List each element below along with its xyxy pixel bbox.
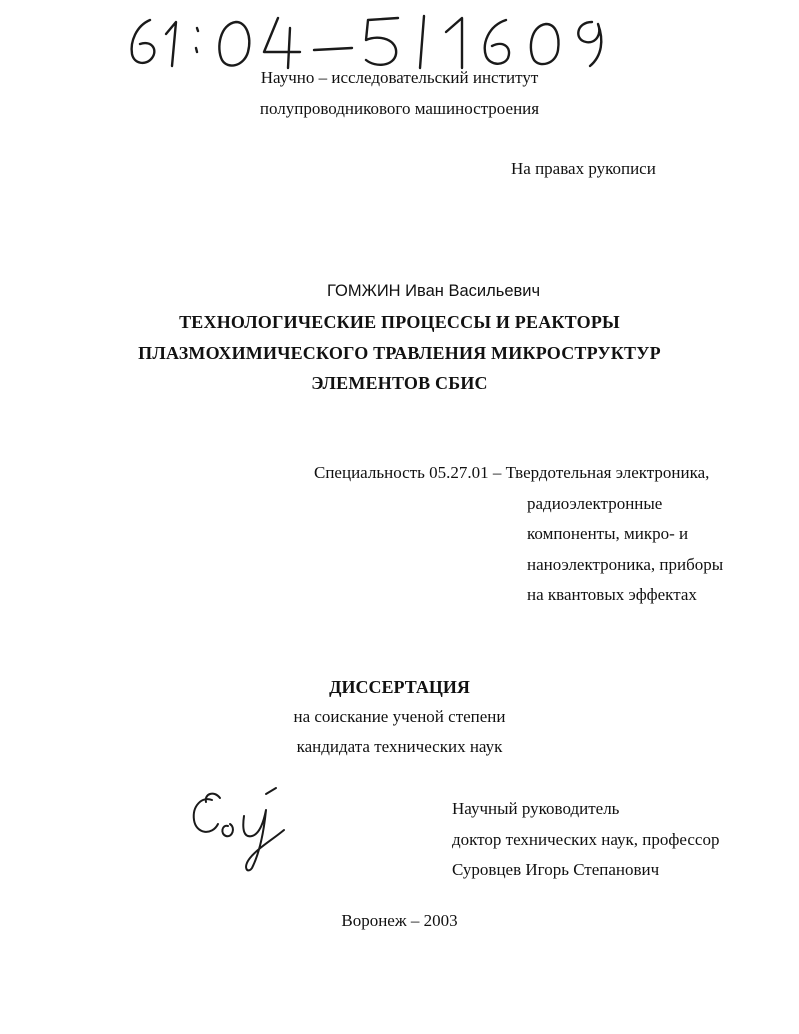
handwritten-signature	[184, 786, 304, 876]
institute-line-1: Научно – исследовательский институт	[260, 68, 539, 87]
supervisor-name: Суровцев Игорь Степанович	[452, 860, 660, 879]
thesis-title-line-1: ТЕХНОЛОГИЧЕСКИЕ ПРОЦЕССЫ И РЕАКТОРЫ	[179, 312, 620, 332]
author-name: ГОМЖИН Иван Васильевич	[327, 282, 541, 300]
supervisor-role: Научный руководитель	[452, 799, 620, 818]
supervisor-degree: доктор технических наук, профессор	[452, 830, 720, 849]
specialty-line-3: компоненты, микро- и	[527, 524, 689, 543]
thesis-title-line-2: ПЛАЗМОХИМИЧЕСКОГО ТРАВЛЕНИЯ МИКРОСТРУКТУР	[138, 343, 661, 363]
degree-line-2: кандидата технических наук	[296, 737, 503, 756]
place-and-year: Воронеж – 2003	[341, 911, 458, 930]
specialty-line-1: Специальность 05.27.01 – Твердотельная электроника,	[314, 463, 710, 482]
manuscript-rights-label: На правах рукописи	[511, 159, 656, 178]
thesis-title-line-3: ЭЛЕМЕНТОВ СБИС	[311, 373, 488, 393]
specialty-line-2: радиоэлектронные	[527, 494, 663, 513]
dissertation-heading: ДИССЕРТАЦИЯ	[329, 677, 470, 697]
specialty-line-4: наноэлектроника, приборы	[527, 555, 724, 574]
degree-line-1: на соискание ученой степени	[293, 707, 506, 726]
institute-line-2: полупроводникового машиностроения	[259, 99, 540, 118]
specialty-line-5: на квантовых эффектах	[527, 585, 697, 604]
